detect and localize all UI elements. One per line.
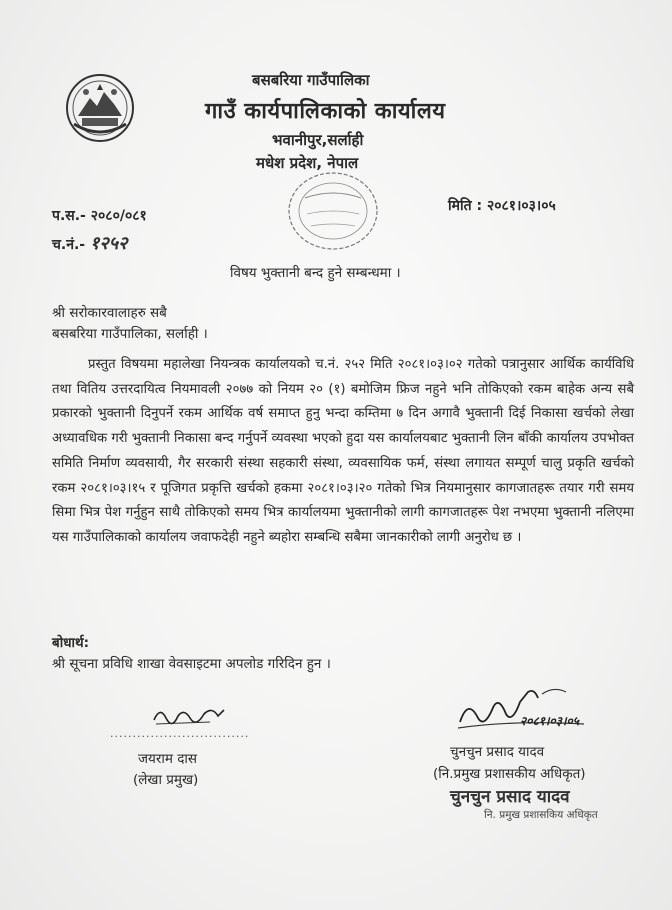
letter-date: मिति : २०८१।०३।०५ xyxy=(448,198,556,214)
dispatch-number-line xyxy=(52,231,127,255)
office-seal-icon xyxy=(283,168,383,254)
signatory-right-name: चुनचुन प्रसाद यादव xyxy=(450,744,545,760)
addressee-line-1: श्री सरोकारवालाहरु सबै xyxy=(52,305,167,321)
dispatch-number: १२५२ xyxy=(89,233,128,254)
signatory-right-role: (नि.प्रमुख प्रशासकीय अधिकृत) xyxy=(433,766,586,782)
signatory-left-name: जयराम दास xyxy=(138,751,198,767)
addressee-line-2: बसबरिया गाउँपालिका, सर्लाही । xyxy=(52,326,208,342)
dispatch-label: च.नं.- xyxy=(52,237,86,253)
signature-line-left: ............................... xyxy=(110,727,250,740)
role-stamp: नि. प्रमुख प्रशासकिय अधिकृत xyxy=(484,809,598,821)
name-stamp: चुनचुन प्रसाद यादव xyxy=(450,787,570,807)
nepal-emblem-icon xyxy=(64,72,136,144)
fiscal-year: प.स.- २०८०/०८१ xyxy=(52,208,147,224)
province-line: मधेश प्रदेश, नेपाल xyxy=(256,154,359,172)
office-title: गाउँ कार्यपालिकाको कार्यालय xyxy=(205,99,446,124)
cc-label: बोधार्थ: xyxy=(52,635,90,651)
office-address: भवानीपुर,सर्लाही xyxy=(272,131,364,149)
cc-item: श्री सूचना प्रविधि शाखा वेवसाइटमा अपलोड गरिदिन हुन । xyxy=(52,656,331,672)
letter-body: प्रस्तुत विषयमा महालेखा नियन्त्रक कार्यालयको च.नं. २५२ मिति २०८१।०३।०२ गतेको पत्रानुसार आर्थिक कार्यविधि तथा वितिय उत्तरदायित्व नियमावली २०७७ को नियम २० (१) बमोजिम फ्रिज नहुने भनि तोकिएको रकम बाहेक अन्य सबै प्रकारको भुक्तानी दिनुपर्ने रकम आर्थिक वर्ष समाप्त हुनु भन्दा कम्तिमा ७ दिन अगावै भुक्तानी दिई निकासा खर्चको लेखा अध्यावधिक गरी भुक्तानी निकासा बन्द गर्नुपर्ने व्यवस्था भएको हुदा यस कार्यालयबाट भुक्तानी लिन बाँकी कार्यालय उपभोक्त समिति निर्माण व्यवसायी, गैर सरकारी संस्था सहकारी संस्था, व्यवसायिक फर्म, संस्था लगायत सम्पूर्ण चालु प्रकृति खर्चको रकम २०८१।०३।१५ र पूजिगत प्रकृत्ति खर्चको हकमा २०८१।०३।२० गतेको भित्र नियमानुसार कागजातहरू तयार गरी समय सिमा भित्र पेश गर्नुहुन साथै तोकिएको समय भित्र कार्यालयमा भुक्तानीको लागी कागजातहरू पेश नभएमा भुक्तानी नलिएमा यस गाउँपालिकाको कार्यालय जवाफदेही नहुने ब्यहोरा सम्बन्धि सबैमा जानकारीको लागी अनुरोध छ । xyxy=(52,357,634,545)
signature-left-icon xyxy=(150,700,228,730)
municipality-name: बसबरिया गाउँपालिका xyxy=(252,71,370,89)
signed-date: २०८१।०३।०५ xyxy=(520,714,580,728)
letter-subject: विषय भुक्तानी बन्द हुने सम्बन्धमा । xyxy=(230,265,401,281)
signatory-left-role: (लेखा प्रमुख) xyxy=(133,772,199,788)
